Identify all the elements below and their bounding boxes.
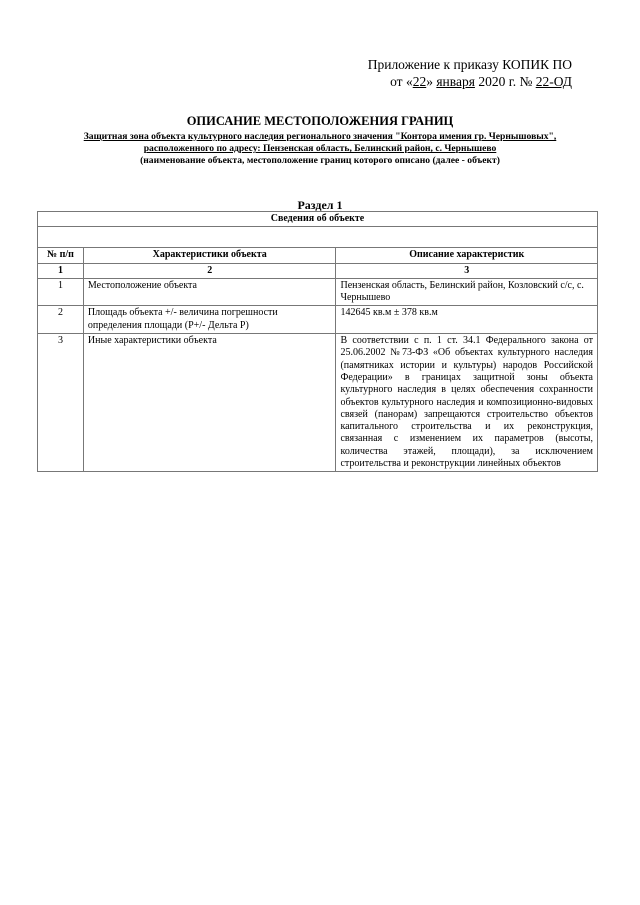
order-annex-reference — [368, 56, 572, 90]
object-name-caption: (наименование объекта, местоположение границ которого описано (далее - объект) — [140, 155, 500, 166]
document-title: ОПИСАНИЕ МЕСТОПОЛОЖЕНИЯ ГРАНИЦ — [186, 114, 454, 128]
row-characteristic: Площадь объекта +/- величина погрешности определения площади (Р+/- Дельта Р) — [83, 306, 336, 334]
annex-date-prefix: от « — [390, 74, 413, 89]
object-name — [30, 131, 610, 155]
row-number: 3 — [38, 334, 84, 472]
row-description: 142645 кв.м ± 378 кв.м — [336, 306, 598, 334]
table-caption: Сведения об объекте — [38, 212, 598, 227]
table-row — [38, 334, 598, 472]
object-name-line-1: Защитная зона объекта культурного наследия регионального значения "Контора имения гр. Чернышовых", — [83, 131, 557, 142]
header-characteristic: Характеристики объекта — [83, 248, 336, 263]
annex-year: 2020 г. № — [474, 74, 536, 89]
header-description: Описание характеристик — [336, 248, 598, 263]
annex-month: января — [436, 74, 475, 89]
row-characteristic: Иные характеристики объекта — [83, 334, 336, 472]
header-number: № п/п — [38, 248, 84, 263]
table-empty-row — [38, 227, 598, 248]
annex-line-1: Приложение к приказу КОПИК ПО — [367, 57, 572, 72]
table-row — [38, 278, 598, 306]
row-number: 2 — [38, 306, 84, 334]
table-row — [38, 306, 598, 334]
column-number-3: 3 — [336, 263, 598, 278]
column-number-2: 2 — [83, 263, 336, 278]
row-characteristic: Местоположение объекта — [83, 278, 336, 306]
object-name-line-2: расположенного по адресу: Пензенская область, Белинский район, с. Чернышево — [143, 143, 497, 154]
row-description: Пензенская область, Белинский район, Козловский с/с, с. Чернышево — [336, 278, 598, 306]
annex-date-mid: » — [426, 74, 437, 89]
annex-line-2 — [368, 73, 572, 90]
section-title: Раздел 1 — [297, 198, 343, 212]
column-number-1: 1 — [38, 263, 84, 278]
annex-number: 22-ОД — [535, 74, 572, 89]
row-description: В соответствии с п. 1 ст. 34.1 Федерального закона от 25.06.2002 №73-ФЗ «Об объектах культурного наследия (памятниках истории и культуры) народов Российской Федерации» в границах защитной зоны объекта культурного наследия в целях обеспечения сохранности объектов культурного наследия и композиционно-видовых связей (панорам) запрещаются строительство объектов капитального строительства и их реконструкция, связанная с изменением их параметров (высоты, количества этажей, площади), за исключением строительства и реконструкции линейных объектов — [336, 334, 598, 472]
row-number: 1 — [38, 278, 84, 306]
annex-day: 22 — [412, 74, 427, 89]
object-info-table — [37, 211, 598, 472]
